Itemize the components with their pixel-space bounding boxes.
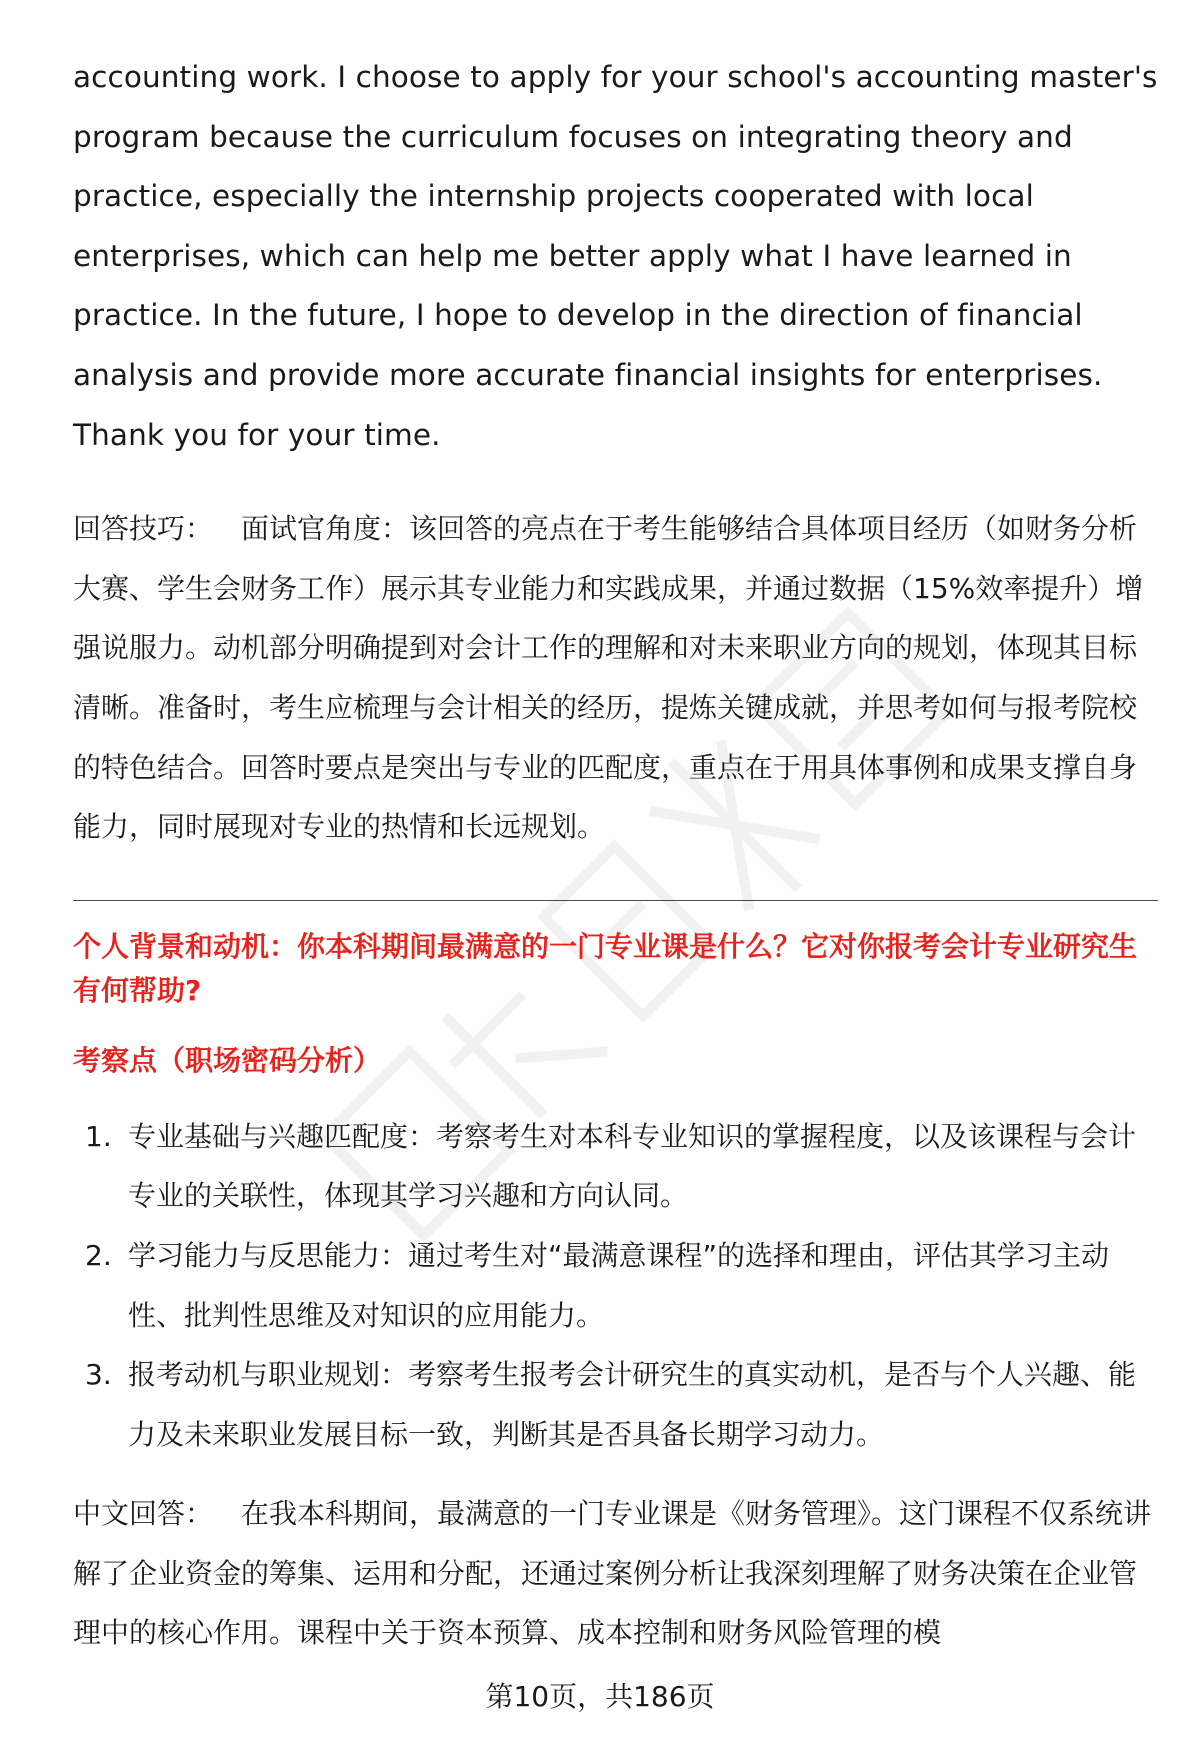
content-column bbox=[73, 48, 1158, 1663]
assessment-point-text: 专业基础与兴趣匹配度：考察考生对本科专业知识的掌握程度，以及该课程与会计专业的关联性，体现其学习兴趣和方向认同。 bbox=[128, 1119, 1137, 1213]
chinese-answer-label: 中文回答： bbox=[73, 1497, 214, 1531]
assessment-point-number: 3. bbox=[85, 1358, 112, 1392]
assessment-points-list bbox=[73, 1107, 1158, 1465]
assessment-heading: 考察点（职场密码分析） bbox=[73, 1043, 382, 1077]
answer-tips-label: 回答技巧： bbox=[73, 512, 214, 546]
assessment-point-text: 学习能力与反思能力：通过考生对“最满意课程”的选择和理由，评估其学习主动性、批判性思维及对知识的应用能力。 bbox=[128, 1238, 1110, 1332]
section-divider bbox=[73, 900, 1158, 901]
chinese-answer-paragraph bbox=[73, 1484, 1158, 1663]
question-heading: 个人背景和动机：你本科期间最满意的一门专业课是什么？它对你报考会计专业研究生有何帮助? bbox=[73, 929, 1138, 1007]
page-number-footer: 第10页，共186页 bbox=[485, 1680, 715, 1713]
answer-tips-text: 面试官角度：该回答的亮点在于考生能够结合具体项目经历（如财务分析大赛、学生会财务工作）展示其专业能力和实践成果，并通过数据（15%效率提升）增强说服力。动机部分明确提到对会计工作的理解和对未来职业方向的规划，体现其目标清晰。准备时，考生应梳理与会计相关的经历，提炼关键成就，并思考如何与报考院校的特色结合。回答时要点是突出与专业的匹配度，重点在于用具体事例和成果支撑自身能力，同时展现对专业的热情和长远规划。 bbox=[73, 512, 1144, 844]
assessment-point bbox=[73, 1226, 1158, 1345]
assessment-point-number: 2. bbox=[85, 1238, 112, 1272]
assessment-point bbox=[73, 1345, 1158, 1464]
answer-tips-paragraph bbox=[73, 499, 1158, 857]
chinese-answer-text: 在我本科期间，最满意的一门专业课是《财务管理》。这门课程不仅系统讲解了企业资金的筹集、运用和分配，还通过案例分析让我深刻理解了财务决策在企业管理中的核心作用。课程中关于资本预算、成本控制和财务风险管理的模 bbox=[73, 1497, 1152, 1650]
assessment-point bbox=[73, 1107, 1158, 1226]
english-answer-paragraph: accounting work. I choose to apply for your school's accounting master's program because the curriculum focuses on integrating theory and practice, especially the internship projects cooperated with local enterprises, which can help me better apply what I have learned in practice. In the future, I hope to develop in the direction of financial analysis and provide more accurate financial insights for enterprises. Thank you for your time. bbox=[73, 60, 1158, 452]
assessment-point-text: 报考动机与职业规划：考察考生报考会计研究生的真实动机，是否与个人兴趣、能力及未来职业发展目标一致，判断其是否具备长期学习动力。 bbox=[128, 1358, 1137, 1451]
assessment-point-number: 1. bbox=[85, 1119, 112, 1153]
